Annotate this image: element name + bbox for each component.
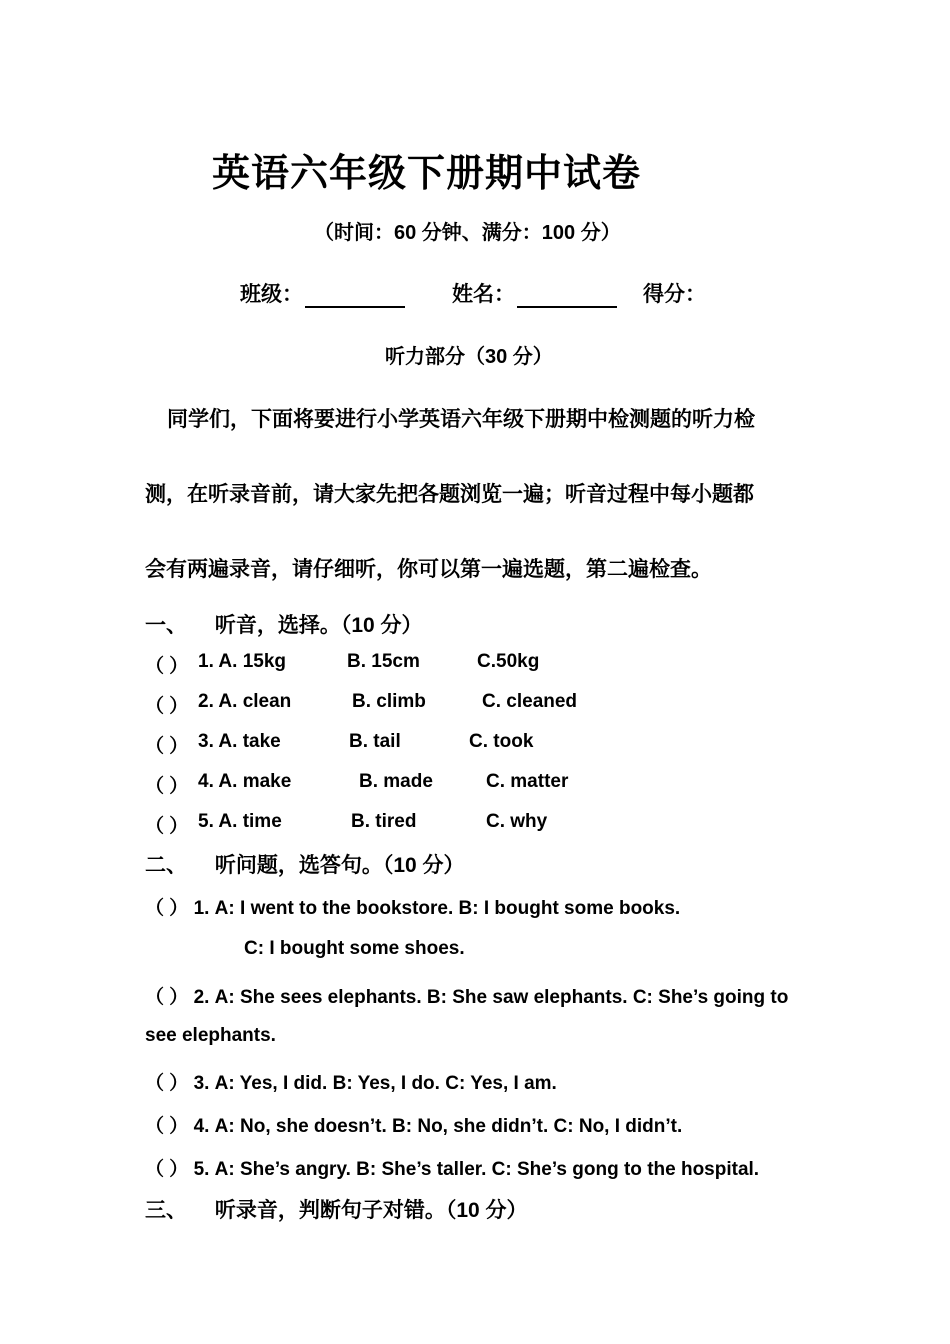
section-2-heading	[145, 849, 465, 879]
answer-paren[interactable]: （ ）	[145, 1116, 189, 1137]
question-text: 1. A: I went to the bookstore. B: I bought some books.	[193, 898, 681, 919]
option-c: C. took	[469, 731, 534, 752]
option-b: B. 15cm	[347, 651, 420, 672]
class-label: 班级：	[240, 283, 303, 306]
s2-q1	[145, 893, 680, 920]
section-3-heading	[145, 1194, 528, 1224]
section-1-title: 听音，选择。（10 分）	[214, 614, 423, 637]
answer-paren[interactable]: （ ）	[145, 987, 189, 1008]
section-1-number: 一、	[145, 614, 187, 637]
answer-paren[interactable]: （ ）	[145, 656, 189, 677]
s2-q2	[145, 982, 788, 1009]
s2-q1-cont	[244, 938, 465, 960]
section-2-number: 二、	[145, 854, 187, 877]
section-1-heading	[145, 609, 423, 639]
s2-q4	[145, 1111, 682, 1138]
exam-title: 英语六年级下册期中试卷	[212, 153, 642, 195]
exam-subtitle: （时间：60 分钟、满分：100 分）	[314, 222, 621, 244]
option-a: 4. A. make	[198, 771, 292, 792]
s2-q5	[145, 1154, 759, 1181]
option-c: C. cleaned	[482, 691, 578, 712]
answer-paren[interactable]: （ ）	[145, 736, 189, 757]
question-text: 4. A: No, she doesn’t. B: No, she didn’t. C: No, I didn’t.	[193, 1116, 683, 1137]
option-c: C.50kg	[477, 651, 540, 672]
option-c: C. why	[486, 811, 548, 832]
answer-paren[interactable]: （ ）	[145, 898, 189, 919]
score-label: 得分：	[643, 283, 706, 306]
option-a: 1. A. 15kg	[198, 651, 287, 672]
section-3-number: 三、	[145, 1199, 187, 1222]
s2-q2-cont	[145, 1025, 276, 1047]
option-c: C. matter	[486, 771, 569, 792]
class-blank[interactable]	[305, 284, 405, 308]
answer-paren[interactable]: （ ）	[145, 1073, 189, 1094]
question-text: see elephants.	[145, 1025, 276, 1046]
answer-paren[interactable]: （ ）	[145, 696, 189, 717]
intro-line-2: 测，在听录音前，请大家先把各题浏览一遍；听音过程中每小题都	[145, 483, 754, 506]
section-2-title: 听问题，选答句。（10 分）	[214, 854, 465, 877]
option-b: B. climb	[352, 691, 426, 712]
name-field	[452, 278, 617, 308]
question-text: 5. A: She’s angry. B: She’s taller. C: She’s gong to the hospital.	[193, 1159, 760, 1180]
score-field	[643, 278, 706, 308]
s2-q3	[145, 1068, 557, 1095]
option-a: 5. A. time	[198, 811, 282, 832]
section-3-title: 听录音，判断句子对错。（10 分）	[214, 1199, 528, 1222]
intro-line-1: 同学们，下面将要进行小学英语六年级下册期中检测题的听力检	[167, 408, 755, 431]
answer-paren[interactable]: （ ）	[145, 776, 189, 797]
option-b: B. made	[359, 771, 433, 792]
listening-part-title: 听力部分（30 分）	[385, 346, 553, 368]
class-field	[240, 278, 405, 308]
answer-paren[interactable]: （ ）	[145, 1159, 189, 1180]
question-text: 3. A: Yes, I did. B: Yes, I do. C: Yes, I am.	[193, 1073, 557, 1094]
question-text: C: I bought some shoes.	[244, 938, 465, 959]
answer-paren[interactable]: （ ）	[145, 816, 189, 837]
option-a: 3. A. take	[198, 731, 281, 752]
question-text: 2. A: She sees elephants. B: She saw elephants. C: She’s going to	[193, 987, 789, 1008]
name-blank[interactable]	[517, 284, 617, 308]
intro-line-3: 会有两遍录音，请仔细听，你可以第一遍选题，第二遍检查。	[145, 558, 712, 581]
option-b: B. tail	[349, 731, 401, 752]
option-a: 2. A. clean	[198, 691, 292, 712]
name-label: 姓名：	[452, 283, 515, 306]
option-b: B. tired	[351, 811, 417, 832]
